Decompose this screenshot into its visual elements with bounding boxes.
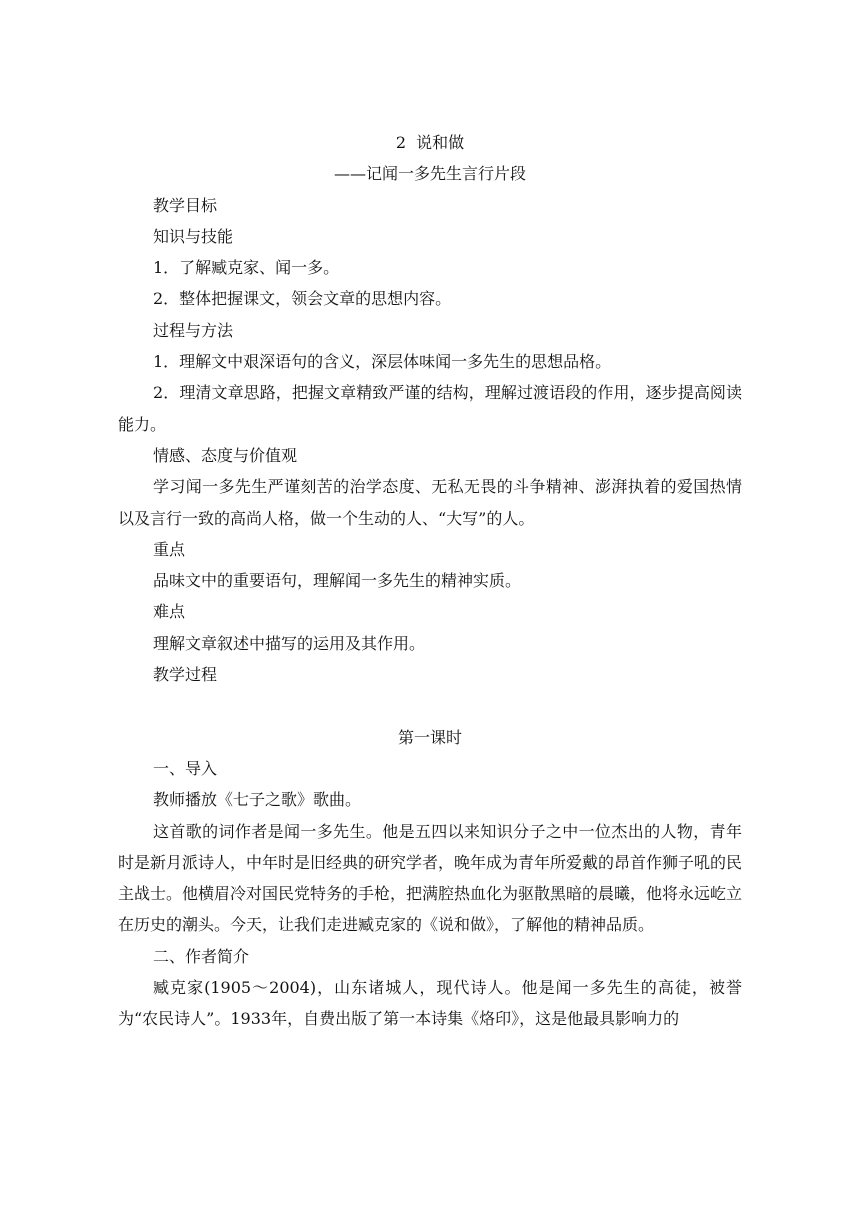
blank-line <box>118 690 742 721</box>
section-heading: 二、作者简介 <box>153 946 250 966</box>
lesson-period-title: 第一课时 <box>397 727 462 747</box>
key-text: 品味文中的重要语句，理解闻一多先生的精神实质。 <box>153 571 522 591</box>
difficulty-heading: 难点 <box>153 602 186 622</box>
document-page <box>118 127 742 1035</box>
section-paragraph: 这首歌的词作者是闻一多先生。他是五四以来知识分子之中一位杰出的人物，青年时是新月派诗人，中年时是旧经典的研究学者，晚年成为青年所爱戴的昂首作狮子吼的民主战士。他横眉冷对国民党特务的手枪，把满腔热血化为驱散黑暗的晨曦，他将永远屹立在历史的潮头。今天，让我们走进臧克家的《说和做》，了解他的精神品质。 <box>118 821 743 935</box>
lesson-subtitle: ——记闻一多先生言行片段 <box>333 164 526 184</box>
emotion-text: 学习闻一多先生严谨刻苦的治学态度、无私无畏的斗争精神、澎湃执着的爱国热情以及言行一致的高尚人格，做一个生动的人、“大写”的人。 <box>118 477 742 528</box>
teaching-process-heading: 教学过程 <box>153 665 218 685</box>
knowledge-item: 1．了解臧克家、闻一多。 <box>153 258 340 278</box>
section-text: 教师播放《七子之歌》歌曲。 <box>153 790 362 810</box>
process-heading: 过程与方法 <box>153 320 234 340</box>
section-heading: 一、导入 <box>153 758 218 778</box>
process-item: 2．理清文章思路，把握文章精致严谨的结构，理解过渡语段的作用，逐步提高阅读能力。 <box>118 383 742 434</box>
objectives-heading: 教学目标 <box>153 195 218 215</box>
knowledge-item: 2．整体把握课文，领会文章的思想内容。 <box>153 289 452 309</box>
difficulty-text: 理解文章叙述中描写的运用及其作用。 <box>153 633 426 653</box>
author-paragraph: 臧克家(1905～2004)，山东诸城人，现代诗人。他是闻一多先生的高徒，被誉为“农民诗人”。1933年，自费出版了第一本诗集《烙印》，这是他最具影响力的 <box>118 978 742 1029</box>
key-heading: 重点 <box>153 539 186 559</box>
knowledge-heading: 知识与技能 <box>153 226 234 246</box>
lesson-title: 2 说和做 <box>395 133 465 152</box>
process-item: 1．理解文中艰深语句的含义，深层体味闻一多先生的思想品格。 <box>153 352 612 372</box>
emotion-heading: 情感、态度与价值观 <box>153 445 298 465</box>
